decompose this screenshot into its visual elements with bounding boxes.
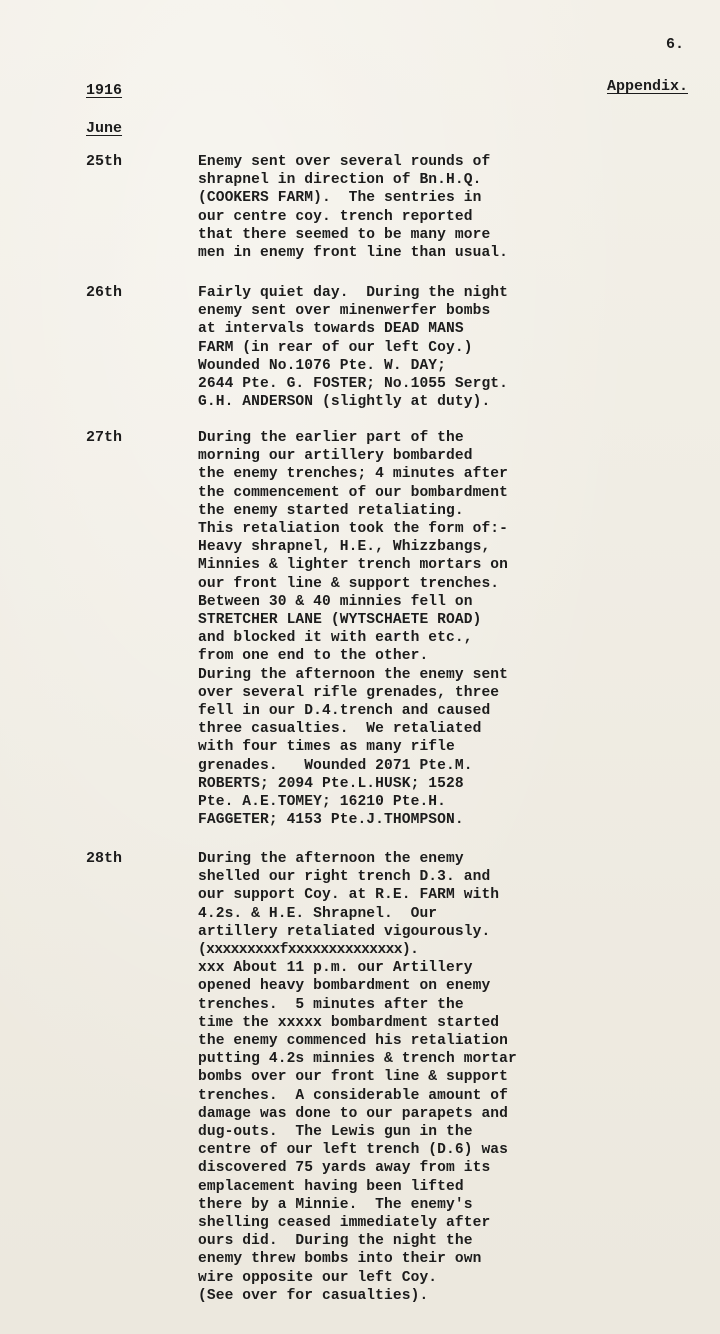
entry-line: the enemy commenced his retaliation	[198, 1033, 509, 1050]
entry-line: xxx About 11 p.m. our Artillery	[198, 960, 473, 977]
entry-line: Pte. A.E.TOMEY; 16210 Pte.H.	[198, 794, 447, 811]
entry-line: During the afternoon the enemy sent	[198, 666, 509, 683]
entry-line: (COOKERS FARM). The sentries in	[198, 190, 482, 207]
entry-line: the enemy trenches; 4 minutes after	[198, 466, 509, 483]
entry-line: shrapnel in direction of Bn.H.Q.	[198, 172, 482, 189]
entry-line: shelled our right trench D.3. and	[198, 869, 491, 886]
entry-line: During the afternoon the enemy	[198, 851, 464, 867]
entry-line: Fairly quiet day. During the night	[198, 285, 509, 301]
entry-line: 4.2s. & H.E. Shrapnel. Our	[198, 905, 438, 922]
entry-line: STRETCHER LANE (WYTSCHAETE ROAD)	[198, 612, 482, 629]
entry-text	[198, 284, 698, 411]
entry-line: shelling ceased immediately after	[198, 1215, 491, 1232]
entry-line: and blocked it with earth etc.,	[198, 630, 473, 647]
entry-text	[198, 153, 698, 262]
entry-line: there by a Minnie. The enemy's	[198, 1196, 473, 1213]
entry-line: three casualties. We retaliated	[198, 721, 482, 738]
entry-line: our centre coy. trench reported	[198, 208, 473, 225]
struck-out-line: (xxxxxxxxxfxxxxxxxxxxxxxx).	[198, 942, 419, 959]
header-month: June	[86, 120, 123, 137]
entry-line: wire opposite our left Coy.	[198, 1269, 438, 1286]
entry-line: fell in our D.4.trench and caused	[198, 703, 491, 720]
entry-line: that there seemed to be many more	[198, 226, 491, 243]
entry-line: grenades. Wounded 2071 Pte.M.	[198, 757, 473, 774]
entry-line: with four times as many rifle	[198, 739, 455, 756]
entry-date: 25th	[86, 153, 123, 170]
entry-line: morning our artillery bombarded	[198, 448, 473, 465]
entry-line: During the earlier part of the	[198, 430, 464, 446]
header-year: 1916	[86, 82, 123, 99]
entry-text	[198, 429, 698, 829]
entry-line: enemy threw bombs into their own	[198, 1251, 482, 1268]
entry-line: our support Coy. at R.E. FARM with	[198, 887, 500, 904]
entry-line: putting 4.2s minnies & trench mortar	[198, 1051, 517, 1068]
entry-date: 26th	[86, 284, 123, 301]
entry-line: damage was done to our parapets and	[198, 1105, 509, 1122]
entry-line: opened heavy bombardment on enemy	[198, 978, 491, 995]
entry-line: time the xxxxx bombardment started	[198, 1014, 500, 1031]
entry-line: the enemy started retaliating.	[198, 502, 464, 519]
entry-line: Minnies & lighter trench mortars on	[198, 557, 509, 574]
entry-line: This retaliation took the form of:-	[198, 521, 509, 538]
entry-line: Enemy sent over several rounds of	[198, 154, 491, 170]
entry-line: enemy sent over minenwerfer bombs	[198, 303, 491, 320]
entry-line: Heavy shrapnel, H.E., Whizzbangs,	[198, 539, 491, 556]
entry-line: over several rifle grenades, three	[198, 684, 500, 701]
entry-line: Wounded No.1076 Pte. W. DAY;	[198, 357, 447, 374]
entry-line: centre of our left trench (D.6) was	[198, 1142, 509, 1159]
entry-line: ROBERTS; 2094 Pte.L.HUSK; 1528	[198, 775, 464, 792]
entry-line: FAGGETER; 4153 Pte.J.THOMPSON.	[198, 812, 464, 829]
entry-line: our front line & support trenches.	[198, 575, 500, 592]
entry-line: ours did. During the night the	[198, 1233, 473, 1250]
entry-line: dug-outs. The Lewis gun in the	[198, 1124, 473, 1141]
entry-line: trenches. 5 minutes after the	[198, 996, 464, 1013]
entry-line: Between 30 & 40 minnies fell on	[198, 593, 473, 610]
entry-date: 28th	[86, 850, 123, 867]
page-number: 6.	[665, 36, 684, 53]
entry-text	[198, 850, 698, 1305]
entry-line: artillery retaliated vigourously.	[198, 923, 491, 940]
entry-line: from one end to the other.	[198, 648, 429, 665]
entry-line: men in enemy front line than usual.	[198, 245, 509, 262]
entry-line: discovered 75 yards away from its	[198, 1160, 491, 1177]
entry-line: 2644 Pte. G. FOSTER; No.1055 Sergt.	[198, 376, 509, 393]
entry-line: bombs over our front line & support	[198, 1069, 509, 1086]
header-appendix: Appendix.	[606, 78, 688, 95]
entry-line: G.H. ANDERSON (slightly at duty).	[198, 394, 491, 411]
entry-line: FARM (in rear of our left Coy.)	[198, 339, 473, 356]
entry-date: 27th	[86, 429, 123, 446]
entry-line: the commencement of our bombardment	[198, 484, 509, 501]
entry-line: trenches. A considerable amount of	[198, 1087, 509, 1104]
entry-line: at intervals towards DEAD MANS	[198, 321, 464, 338]
entry-line: (See over for casualties).	[198, 1287, 429, 1304]
entry-line: emplacement having been lifted	[198, 1178, 464, 1195]
